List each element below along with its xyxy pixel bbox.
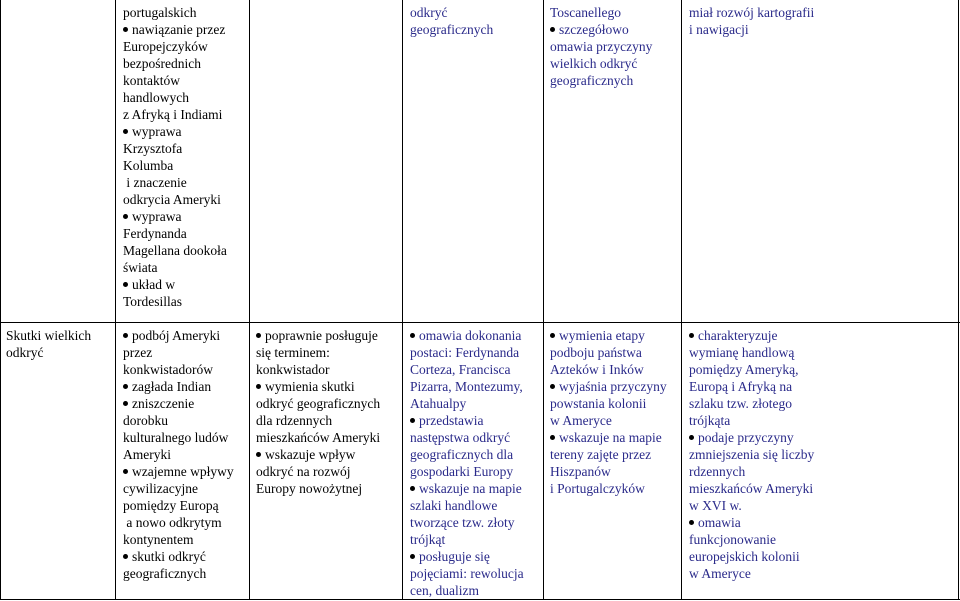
cell-text: z Afryką i Indiami (123, 107, 223, 122)
cell-text: pojęciami: rewolucja (410, 566, 524, 581)
bullet-item: omawia dokonania (410, 327, 541, 344)
bullet-item: zagłada Indian (123, 378, 245, 395)
table-bottom-border (0, 599, 960, 600)
cell-r2-c3 (410, 327, 541, 599)
bullet-icon (256, 333, 261, 338)
cell-text: Magellana dookoła (123, 243, 227, 258)
cell-text: geograficznych (123, 566, 207, 581)
cell-r2-c1 (123, 327, 245, 582)
bullet-item: skutki odkryć (123, 548, 245, 565)
cell-text: pomiędzy Ameryką, (689, 362, 799, 377)
cell-text: cywilizacyjne (123, 481, 198, 496)
cell-text: Pizarra, Montezumy, (410, 379, 523, 394)
cell-text: dorobku (123, 413, 168, 428)
cell-text: geograficznych (410, 22, 494, 37)
cell-text: podboju państwa (550, 345, 642, 360)
cell-text: miał rozwój kartografii (689, 5, 815, 20)
cell-r2-c0 (6, 327, 112, 361)
cell-text: konkwistadorów (123, 362, 213, 377)
bullet-icon (256, 384, 261, 389)
bullet-icon (410, 486, 415, 491)
cell-text: kulturalnego ludów (123, 430, 229, 445)
cell-r1-c4 (550, 4, 678, 89)
cell-text: a nowo odkrytym (123, 515, 222, 530)
bullet-item: nawiązanie przez (123, 21, 245, 38)
cell-text: i nawigacji (689, 22, 749, 37)
cell-text: pomiędzy Europą (123, 498, 219, 513)
cell-text: funkcjonowanie (689, 532, 776, 547)
cell-text: europejskich kolonii (689, 549, 800, 564)
cell-text: następstwa odkryć (410, 430, 511, 445)
cell-text: Hiszpanów (550, 464, 611, 479)
cell-text: i Portugalczyków (550, 481, 645, 496)
cell-text: Europy nowożytnej (256, 481, 363, 496)
cell-text: kontaktów (123, 73, 180, 88)
bullet-icon (123, 469, 128, 474)
row-header: odkryć (6, 345, 44, 360)
bullet-icon (123, 214, 128, 219)
cell-text: odkrycia Ameryki (123, 192, 221, 207)
cell-text: omawia przyczyny (550, 39, 653, 54)
bullet-icon (550, 27, 555, 32)
bullet-item: zniszczenie (123, 395, 245, 412)
cell-text: Ferdynanda (123, 226, 187, 241)
bullet-icon (123, 27, 128, 32)
bullet-item: przedstawia (410, 412, 541, 429)
bullet-icon (123, 401, 128, 406)
column-divider (402, 0, 403, 600)
cell-text: szlaki handlowe (410, 498, 498, 513)
cell-text: mieszkańców Ameryki (256, 430, 381, 445)
bullet-icon (550, 384, 555, 389)
cell-text: w XVI w. (689, 498, 742, 513)
cell-r2-c5 (689, 327, 954, 582)
cell-text: handlowych (123, 90, 189, 105)
bullet-item: wskazuje na mapie (550, 429, 678, 446)
cell-text: tworzące tzw. złoty (410, 515, 515, 530)
cell-text: i znaczenie (123, 175, 187, 190)
cell-text: powstania kolonii (550, 396, 647, 411)
cell-text: Toscanellego (550, 5, 622, 20)
cell-text: kontynentem (123, 532, 194, 547)
cell-text: wymianę handlową (689, 345, 795, 360)
bullet-icon (689, 520, 694, 525)
bullet-item: podbój Ameryki (123, 327, 245, 344)
bullet-icon (256, 452, 261, 457)
bullet-item: wyprawa (123, 123, 245, 140)
column-divider (681, 0, 682, 600)
cell-text: zmniejszenia się liczby (689, 447, 815, 462)
bullet-item: szczegółowo (550, 21, 678, 38)
cell-text: Tordesillas (123, 294, 183, 309)
cell-text: Ameryki (123, 447, 171, 462)
row-header: Skutki wielkich (6, 328, 92, 343)
table-right-border (958, 0, 959, 600)
bullet-item: posługuje się (410, 548, 541, 565)
cell-text: dla rdzennych (256, 413, 333, 428)
cell-text: Atahualpy (410, 396, 467, 411)
bullet-icon (123, 384, 128, 389)
bullet-item: wskazuje wpływ (256, 446, 399, 463)
cell-text: się terminem: (256, 345, 330, 360)
bullet-item: podaje przyczyny (689, 429, 954, 446)
cell-text: rdzennych (689, 464, 746, 479)
cell-text: Kolumba (123, 158, 174, 173)
bullet-icon (410, 333, 415, 338)
bullet-icon (123, 282, 128, 287)
table-left-border (0, 0, 1, 600)
cell-r2-c4 (550, 327, 678, 497)
cell-text: tereny zajęte przez (550, 447, 652, 462)
bullet-icon (123, 129, 128, 134)
column-divider (115, 0, 116, 600)
cell-text: świata (123, 260, 158, 275)
column-divider (249, 0, 250, 600)
bullet-item: układ w (123, 276, 245, 293)
bullet-item: omawia (689, 514, 954, 531)
cell-text: Europą i Afryką na (689, 379, 793, 394)
cell-text: mieszkańców Ameryki (689, 481, 814, 496)
cell-text: Europejczyków (123, 39, 208, 54)
bullet-icon (689, 333, 694, 338)
cell-text: bezpośrednich (123, 56, 201, 71)
column-divider (543, 0, 544, 600)
cell-text: postaci: Ferdynanda (410, 345, 520, 360)
cell-text: przez (123, 345, 153, 360)
cell-text: wielkich odkryć (550, 56, 638, 71)
bullet-icon (410, 418, 415, 423)
cell-text: konkwistador (256, 362, 330, 377)
cell-r1-c1 (123, 4, 245, 310)
cell-r1-c3 (410, 4, 538, 38)
bullet-icon (123, 554, 128, 559)
cell-text: trójkąta (689, 413, 731, 428)
cell-text: odkryć na rozwój (256, 464, 351, 479)
cell-text: szlaku tzw. złotego (689, 396, 792, 411)
cell-text: portugalskich (123, 5, 197, 20)
cell-text: odkryć geograficznych (256, 396, 381, 411)
row-divider (0, 322, 960, 323)
bullet-item: wzajemne wpływy (123, 463, 245, 480)
cell-text: odkryć (410, 5, 448, 20)
cell-text: w Ameryce (550, 413, 612, 428)
bullet-item: charakteryzuje (689, 327, 954, 344)
cell-text: gospodarki Europy (410, 464, 514, 479)
cell-text: w Ameryce (689, 566, 751, 581)
cell-text: Krzysztofa (123, 141, 183, 156)
cell-text: geograficznych dla (410, 447, 514, 462)
cell-text: trójkąt (410, 532, 446, 547)
bullet-item: wymienia skutki (256, 378, 399, 395)
bullet-icon (689, 435, 694, 440)
cell-r1-c5 (689, 4, 954, 38)
bullet-icon (410, 554, 415, 559)
bullet-icon (123, 333, 128, 338)
cell-text: geograficznych (550, 73, 634, 88)
bullet-item: poprawnie posługuje (256, 327, 399, 344)
bullet-item: wyprawa (123, 208, 245, 225)
cell-text: cen, dualizm (410, 583, 479, 598)
bullet-item: wyjaśnia przyczyny (550, 378, 678, 395)
bullet-item: wskazuje na mapie (410, 480, 541, 497)
bullet-icon (550, 435, 555, 440)
cell-text: Corteza, Francisca (410, 362, 511, 377)
cell-text: Azteków i Inków (550, 362, 644, 377)
bullet-item: wymienia etapy (550, 327, 678, 344)
bullet-icon (550, 333, 555, 338)
cell-r2-c2 (256, 327, 399, 497)
